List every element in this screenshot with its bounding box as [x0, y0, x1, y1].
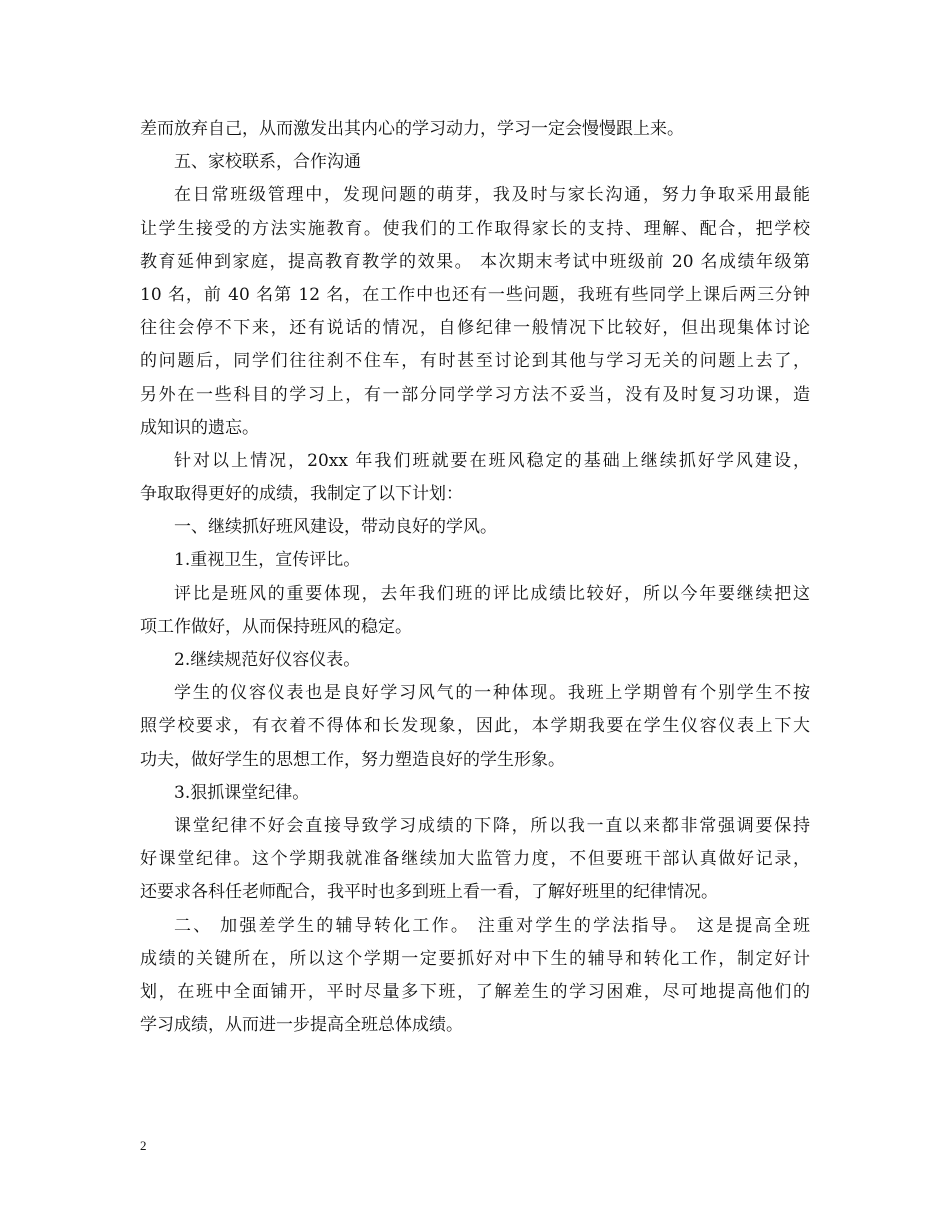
text-line: 评比是班风的重要体现，去年我们班的评比成绩比较好，所以今年要继续把这 [174, 583, 810, 604]
text-line: 2.继续规范好仪容仪表。 [174, 650, 361, 670]
text-line: 二、 加强差学生的辅导转化工作。 注重对学生的学法指导。 这是提高全班 [174, 915, 810, 936]
text-line: 针对以上情况，20xx 年我们班就要在班风稳定的基础上继续抓好学风建设， [174, 450, 810, 471]
text-line: 项工作做好，从而保持班风的稳定。 [140, 616, 412, 637]
text-line: 学生的仪容仪表也是良好学习风气的一种体现。我班上学期曾有个别学生不按 [174, 683, 810, 704]
text-line: 往往会停不下来，还有说话的情况，自修纪律一般情况下比较好，但出现集体讨论 [140, 318, 810, 339]
text-line: 学习成绩，从而进一步提高全班总体成绩。 [140, 1015, 463, 1036]
text-line: 功夫，做好学生的思想工作，努力塑造良好的学生形象。 [140, 749, 565, 770]
text-line: 五、家校联系，合作沟通 [174, 152, 361, 173]
document-body [140, 113, 810, 1042]
text-line: 一、继续抓好班风建设，带动良好的学风。 [174, 517, 497, 538]
text-line: 让学生接受的方法实施教育。使我们的工作取得家长的支持、理解、配合，把学校 [140, 218, 810, 239]
text-line: 3.狠抓课堂纪律。 [174, 782, 310, 803]
text-line: 成绩的关键所在，所以这个学期一定要抓好对中下生的辅导和转化工作，制定好计 [140, 948, 810, 969]
text-line: 成知识的遗忘。 [140, 417, 259, 438]
text-line: 好课堂纪律。这个学期我就准备继续加大监管力度，不但要班干部认真做好记录， [140, 849, 810, 870]
text-line: 1.重视卫生，宣传评比。 [174, 550, 361, 571]
text-line: 课堂纪律不好会直接导致学习成绩的下降，所以我一直以来都非常强调要保持 [174, 815, 810, 836]
page-number: 2 [140, 1138, 147, 1153]
text-line: 在日常班级管理中，发现问题的萌芽，我及时与家长沟通，努力争取采用最能 [174, 185, 810, 206]
text-line: 照学校要求，有衣着不得体和长发现象，因此，本学期我要在学生仪容仪表上下大 [140, 716, 810, 737]
text-line: 还要求各科任老师配合，我平时也多到班上看一看，了解好班里的纪律情况。 [140, 882, 718, 903]
text-line: 争取取得更好的成绩，我制定了以下计划： [140, 484, 463, 505]
text-line: 教育延伸到家庭，提高教育教学的效果。 本次期末考试中班级前 20 名成绩年级第 [140, 251, 810, 272]
text-line: 10 名，前 40 名第 12 名，在工作中也还有一些问题，我班有些同学上课后两三分钟 [140, 284, 810, 305]
text-line: 的问题后，同学们往往刹不住车，有时甚至讨论到其他与学习无关的问题上去了， [140, 351, 810, 372]
text-line: 差而放弃自己，从而激发出其内心的学习动力，学习一定会慢慢跟上来。 [140, 119, 684, 139]
text-line: 另外在一些科目的学习上，有一部分同学学习方法不妥当，没有及时复习功课，造 [140, 384, 810, 405]
text-line: 划，在班中全面铺开，平时尽量多下班，了解差生的学习困难，尽可地提高他们的 [140, 981, 810, 1002]
